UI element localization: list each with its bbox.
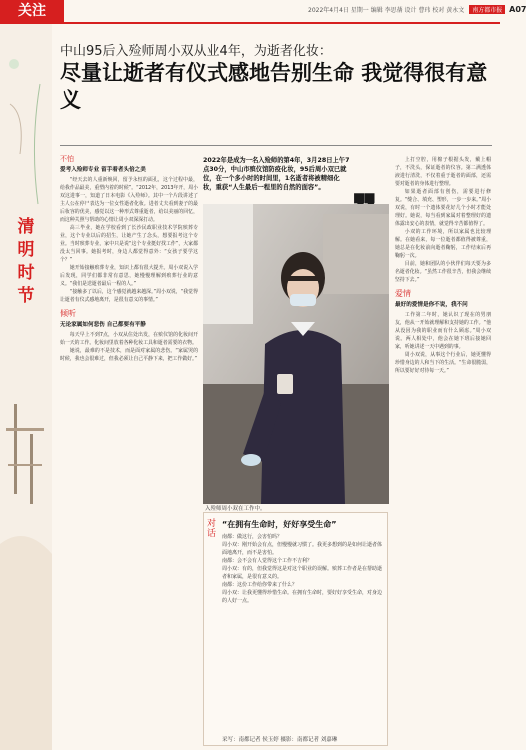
sidebar-title: 清明时节 — [17, 217, 35, 306]
paragraph: 工作第二年时，她认识了现在的男朋友，他从一开始就理解和支持她的工作。“他从没因为我的职业而有什么顾虑。”周小双说。两人相处中，他会在她下班后接她回家，听她讲述一天中遇到的事。 — [395, 312, 491, 350]
paragraph: “经天去的人重新焕回，留予永恒的面孔，这个过程中最，给我作品最美，重塑内着的时候”。“2012年，2013年开，周小双这进事一，知道了日本电影《入殓师》。其中一个片段讲述了主人公在停尸表达为一位女性逝者化妆。进者丈夫看到妻子的最后妆容的优美，感觉以这一种形式尊重逝者，给以美丽的回忆，而这种关照与帮助的心情让周小双深深打动。 — [60, 177, 198, 223]
date-line — [308, 5, 526, 14]
column-1 — [60, 155, 198, 363]
dialogue-title: “在拥有生命时，好好享受生命” — [222, 520, 337, 529]
section-tag: 关注 — [0, 0, 64, 22]
dialogue-box — [203, 512, 388, 746]
paper-badge: 南方都市报 — [469, 5, 505, 14]
paragraph: 小双的工作环境，所以家属也比较理解。在她看来，每一位逝者都值得被尊重，她总是在化妆前向逝者鞠躬，工作结束后再鞠躬一次。 — [395, 229, 491, 259]
paragraph: 周小双说，从事这个行业后，她更懂得珍惜身边的人和当下的生活。“生命很脆弱，所以要好好对待每一天。” — [395, 352, 491, 374]
qa-line: 周小双：刚开始会有点，但慢慢就习惯了。我更多想到的是如何让逝者体面地离开，而不是害怕。 — [222, 542, 383, 556]
headline: 尽量让逝者有仪式感地告别生命 我觉得很有意义 — [60, 61, 488, 112]
headline-divider — [60, 145, 492, 146]
header-rule — [0, 22, 500, 24]
paragraph: 她开始接触殡葬专业，知识上都有很大提升。周小双说入学后发现，同学们都非常有意思，她慢慢理解到殡葬行业的意义。“我们是送逝者最后一程的人。” — [60, 265, 198, 287]
paragraph: “接触多了以后，这个感觉就越来越深。”周小双说，“我觉得让逝者有仪式感地离开，是很有意义的事情。” — [60, 289, 198, 303]
lead-paragraph: 2022年是成为一名入殓师的第4年，3月28日上午7点30分，中山市殡仪馆防疫化妆，95后周小双已就位，在一个多小时的时间里，1名逝者将被精细化妆，重获“人生最后一程里的自然的面容”。 — [203, 157, 350, 191]
dialogue-label: 对话 — [207, 519, 217, 539]
paragraph: 她说，最难的不是技术，而是面对家属的悲伤。“家属哭的时候，我也会很难过，但我必须让自己平静下来，把工作做好。” — [60, 348, 198, 362]
article-photo — [203, 204, 389, 504]
credit-line: 采写：南都记者 侯玉婷 摄影：南都记者 刘嘉琳 — [222, 737, 338, 743]
masthead-bar — [0, 0, 526, 22]
dialogue-text — [222, 533, 384, 605]
qa-line: 南都：会不会有人觉得这个工作不吉利？ — [222, 558, 313, 564]
date-text: 2022年4月4日 星期一 编辑 李思蒨 设计 曹玮 校对 黄永文 — [308, 7, 465, 14]
column-1-subhead-2: 无论家属如何悲伤 自己都要有平静 — [60, 322, 146, 328]
qa-line: 周小双：有的，但我觉得这是对这个职业的误解。殡葬工作者是在帮助逝者和家属，是很有意义的。 — [222, 566, 383, 580]
paragraph: 目前，她和团队的小伙伴们每天要为多名逝者化妆。“虽然工作很辛苦，但我会继续坚持下去。” — [395, 261, 491, 283]
sidebar-illustration — [0, 24, 52, 750]
section-label: 爱情 — [395, 289, 411, 298]
column-3-subhead: 最好的爱情是你不说，我不问 — [395, 302, 468, 308]
sidebar — [0, 24, 52, 750]
paragraph: 上打空腔，用棉子根据头发，戴上帽子，不洗头，保证逝者的仪容。第二满透体液进行清洗，不仅着重于逝者的面部，还需要对逝者的身体进行整理。 — [395, 157, 491, 187]
qa-line: 南都：这份工作给你带来了什么？ — [222, 582, 298, 588]
paragraph: 如果逝者面部有创伤，需要进行修复。“缝合、填充、塑形，一步一步来。”周小双说，有时一个遗体要花好几个小时才能处理好。她说，每当看到家属对着整理好的遗体露出安心的表情，就觉得辛苦都值得了。 — [395, 189, 491, 227]
column-1-subhead: 爱考入殓师专业 留手着者头倍之美 — [60, 167, 146, 173]
paragraph: 每天早上不到7点，小双从住处出发，在殡仪馆的化妆间开始一天的工作。化妆间里放着各种化妆工具和逝者需要的衣物。 — [60, 332, 198, 346]
column-1-tag: 不怕 — [60, 155, 74, 163]
section-label: 倾听 — [60, 309, 76, 318]
photo-illustration — [203, 204, 389, 504]
kicker: 中山95后入殓师周小双从业4年，为逝者化妆： — [60, 44, 332, 59]
qa-line: 周小双：让我更懂得珍惜生命。在拥有生命时，要好好享受生命，对身边的人好一点。 — [222, 590, 383, 604]
page-number: A07 — [509, 5, 526, 14]
photo-caption: 入殓师周小双在工作中。 — [205, 506, 266, 512]
qa-line: 南都：做这行，会害怕吗？ — [222, 534, 283, 540]
paragraph: 高三毕业，她在学校看到了长沙民政职业技术学院殡葬专业，这个专业以后的招生，让她产生了念头，想要报考这个专业。当时殡葬专业，家中只是说“这个专业挺好找工作”，大家都没太当回事。她报考时，身边人都觉得意外：“女孩子要学这个？” — [60, 225, 198, 263]
column-3 — [395, 156, 491, 375]
